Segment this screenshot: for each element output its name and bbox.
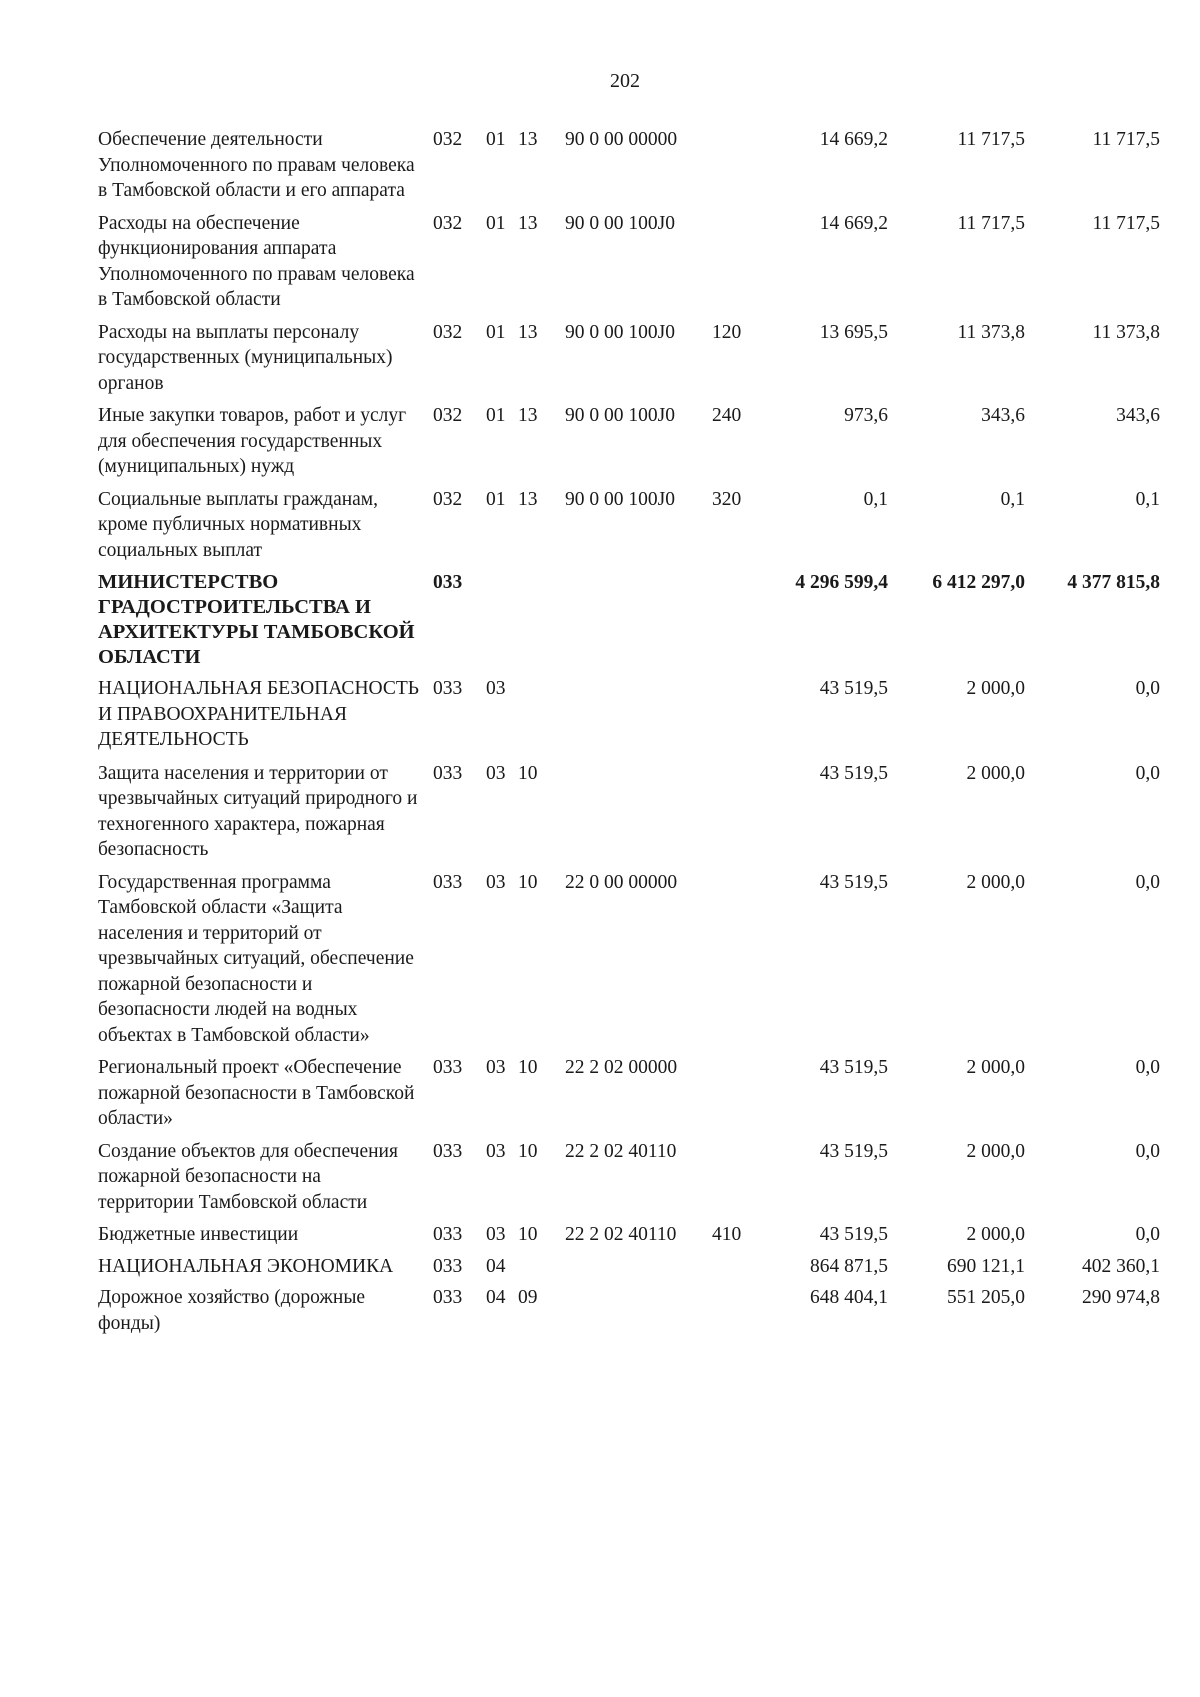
section-code: 03: [486, 762, 506, 784]
amount-year-3: 11 717,5: [1092, 129, 1160, 150]
row-name: Региональный проект «Обеспечение пожарной безопасности в Тамбовской области»: [98, 1057, 415, 1129]
admin-code: 033: [433, 1255, 463, 1277]
table-row: [0, 1055, 1200, 1138]
table-row: [0, 870, 1200, 1055]
admin-code: 033: [433, 1224, 463, 1245]
table-row: [0, 1139, 1200, 1222]
subsection-code: 13: [518, 405, 538, 426]
table-row: [0, 1254, 1200, 1286]
amount-year-2: 690 121,1: [947, 1255, 1025, 1277]
row-name: Государственная программа Тамбовской области «Защита населения и территорий от чрезвычайных ситуаций, обеспечение пожарной безопасности и безопасности людей на водных объектах в Тамбовской области»: [98, 871, 414, 1046]
table-row: [0, 127, 1200, 210]
amount-year-3: 4 377 815,8: [1067, 572, 1160, 593]
section-code: 01: [486, 488, 506, 510]
amount-year-2: 2 000,0: [966, 762, 1025, 784]
section-code: 01: [486, 405, 506, 426]
amount-year-3: 0,1: [1135, 488, 1160, 510]
subsection-code: 10: [518, 1140, 538, 1162]
amount-year-2: 6 412 297,0: [932, 572, 1025, 593]
target-code: 90 0 00 00000: [565, 129, 678, 150]
admin-code: 032: [433, 129, 463, 150]
row-name: Создание объектов для обеспечения пожарной безопасности на территории Тамбовской области: [98, 1140, 398, 1213]
amount-year-1: 864 871,5: [810, 1255, 888, 1277]
admin-code: 033: [433, 1287, 463, 1308]
amount-year-2: 551 205,0: [947, 1287, 1025, 1308]
row-name: Дорожное хозяйство (дорожные фонды): [98, 1287, 366, 1334]
page-number: 202: [610, 70, 640, 92]
amount-year-1: 43 519,5: [819, 762, 888, 784]
admin-code: 033: [433, 572, 463, 593]
amount-year-1: 43 519,5: [819, 871, 888, 893]
section-code: 01: [486, 212, 506, 234]
amount-year-3: 0,0: [1135, 678, 1160, 699]
amount-year-1: 43 519,5: [819, 1140, 888, 1162]
amount-year-2: 2 000,0: [966, 1140, 1025, 1162]
row-name: Социальные выплаты гражданам, кроме публичных нормативных социальных выплат: [98, 488, 379, 561]
target-code: 22 2 02 40110: [565, 1224, 677, 1245]
subsection-code: 09: [518, 1287, 538, 1308]
admin-code: 032: [433, 321, 463, 343]
amount-year-3: 343,6: [1116, 405, 1160, 426]
amount-year-3: 290 974,8: [1082, 1287, 1160, 1308]
target-code: 22 0 00 00000: [565, 871, 678, 893]
table-row: [0, 676, 1200, 759]
subsection-code: 13: [518, 488, 538, 510]
row-name: МИНИСТЕРСТВО ГРАДОСТРОИТЕЛЬСТВА И АРХИТЕКТУРЫ ТАМБОВСКОЙ ОБЛАСТИ: [98, 571, 415, 668]
section-code: 03: [486, 678, 506, 699]
target-code: 22 2 02 00000: [565, 1057, 678, 1078]
admin-code: 033: [433, 1057, 463, 1078]
amount-year-2: 2 000,0: [966, 871, 1025, 893]
amount-year-1: 14 669,2: [819, 129, 888, 150]
section-code: 04: [486, 1287, 506, 1308]
row-name: Обеспечение деятельности Уполномоченного по правам человека в Тамбовской области и его аппарата: [98, 129, 415, 201]
subsection-code: 10: [518, 1224, 538, 1245]
amount-year-3: 0,0: [1135, 762, 1160, 784]
amount-year-1: 43 519,5: [819, 1057, 888, 1078]
row-name: НАЦИОНАЛЬНАЯ БЕЗОПАСНОСТЬ И ПРАВООХРАНИТЕЛЬНАЯ ДЕЯТЕЛЬНОСТЬ: [98, 678, 419, 750]
row-name: Расходы на обеспечение функционирования аппарата Уполномоченного по правам человека в Тамбовской области: [98, 212, 415, 310]
amount-year-2: 11 717,5: [957, 129, 1025, 150]
subsection-code: 10: [518, 1057, 538, 1078]
amount-year-1: 43 519,5: [819, 678, 888, 699]
amount-year-3: 0,0: [1135, 1057, 1160, 1078]
table-row: [0, 320, 1200, 403]
amount-year-1: 13 695,5: [819, 321, 888, 343]
ministry-header-row: [0, 570, 1200, 676]
section-code: 03: [486, 1224, 506, 1245]
section-code: 03: [486, 1057, 506, 1078]
admin-code: 033: [433, 678, 463, 699]
section-code: 03: [486, 1140, 506, 1162]
row-name: Защита населения и территории от чрезвычайных ситуаций природного и техногенного характера, пожарная безопасность: [98, 762, 418, 860]
amount-year-1: 0,1: [863, 488, 888, 510]
amount-year-3: 0,0: [1135, 1224, 1160, 1245]
target-code: 90 0 00 100J0: [565, 212, 675, 234]
row-name: Расходы на выплаты персоналу государственных (муниципальных) органов: [98, 321, 393, 394]
amount-year-2: 11 373,8: [957, 321, 1025, 343]
expense-type-code: 410: [712, 1224, 742, 1245]
subsection-code: 10: [518, 762, 538, 784]
budget-table: [0, 127, 1200, 1342]
table-row: [0, 403, 1200, 486]
section-code: 04: [486, 1255, 506, 1277]
amount-year-3: 11 717,5: [1092, 212, 1160, 234]
target-code: 90 0 00 100J0: [565, 488, 675, 510]
row-name: Иные закупки товаров, работ и услуг для обеспечения государственных (муниципальных) нужд: [98, 405, 407, 477]
amount-year-1: 648 404,1: [810, 1287, 888, 1308]
amount-year-2: 2 000,0: [966, 1057, 1025, 1078]
admin-code: 032: [433, 488, 463, 510]
amount-year-2: 11 717,5: [957, 212, 1025, 234]
target-code: 90 0 00 100J0: [565, 405, 675, 426]
expense-type-code: 120: [712, 321, 742, 343]
section-code: 01: [486, 129, 506, 150]
amount-year-1: 4 296 599,4: [795, 572, 888, 593]
subsection-code: 13: [518, 129, 538, 150]
amount-year-1: 973,6: [844, 405, 888, 426]
subsection-code: 13: [518, 321, 538, 343]
row-name: Бюджетные инвестиции: [98, 1224, 299, 1245]
amount-year-3: 0,0: [1135, 1140, 1160, 1162]
table-row: [0, 211, 1200, 319]
amount-year-2: 343,6: [981, 405, 1025, 426]
admin-code: 032: [433, 212, 463, 234]
amount-year-2: 0,1: [1000, 488, 1025, 510]
expense-type-code: 240: [712, 405, 742, 426]
admin-code: 033: [433, 762, 463, 784]
subsection-code: 10: [518, 871, 538, 893]
amount-year-1: 43 519,5: [819, 1224, 888, 1245]
amount-year-2: 2 000,0: [966, 1224, 1025, 1245]
admin-code: 033: [433, 871, 463, 893]
amount-year-1: 14 669,2: [819, 212, 888, 234]
expense-type-code: 320: [712, 488, 742, 510]
row-name: НАЦИОНАЛЬНАЯ ЭКОНОМИКА: [98, 1255, 394, 1277]
section-code: 01: [486, 321, 506, 343]
admin-code: 033: [433, 1140, 463, 1162]
subsection-code: 13: [518, 212, 538, 234]
amount-year-3: 402 360,1: [1082, 1255, 1160, 1277]
table-row: [0, 761, 1200, 869]
table-row: [0, 1285, 1200, 1342]
table-row: [0, 487, 1200, 570]
amount-year-3: 0,0: [1135, 871, 1160, 893]
amount-year-2: 2 000,0: [966, 678, 1025, 699]
amount-year-3: 11 373,8: [1092, 321, 1160, 343]
target-code: 90 0 00 100J0: [565, 321, 675, 343]
table-row: [0, 1222, 1200, 1254]
target-code: 22 2 02 40110: [565, 1140, 677, 1162]
admin-code: 032: [433, 405, 463, 426]
section-code: 03: [486, 871, 506, 893]
